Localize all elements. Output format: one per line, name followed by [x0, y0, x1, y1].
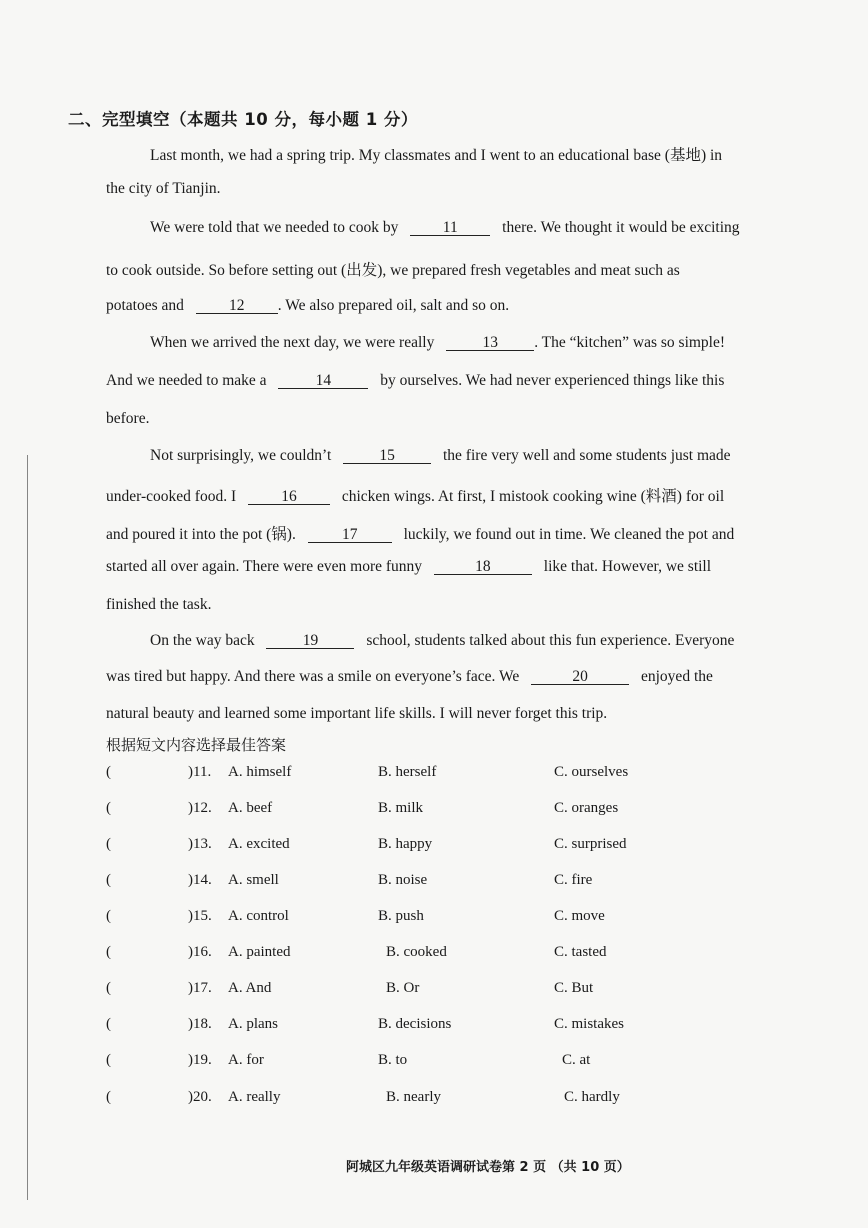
question-number: )18.	[188, 1016, 212, 1032]
option-a: A. really	[228, 1089, 281, 1105]
passage-line	[150, 632, 734, 650]
option-a: A. excited	[228, 836, 290, 852]
text-segment: . We also prepared oil, salt and so on.	[277, 297, 510, 314]
passage-line: the city of Tianjin.	[106, 180, 221, 197]
blank-14: 14	[278, 373, 368, 389]
text-segment: potatoes and	[106, 297, 184, 314]
answer-paren[interactable]: (	[106, 800, 111, 816]
text-segment: When we arrived the next day, we were really	[150, 334, 435, 351]
option-b: B. nearly	[386, 1089, 441, 1105]
option-a: A. painted	[228, 944, 291, 960]
text-segment: there. We thought it would be exciting	[502, 219, 740, 236]
passage-line	[106, 372, 724, 390]
question-number: )16.	[188, 944, 212, 960]
text-segment: chicken wings. At first, I mistook cooking wine (料酒) for oil	[341, 488, 725, 505]
text-segment: the fire very well and some students just made	[443, 447, 731, 464]
passage-line	[150, 219, 740, 237]
text-segment: . The “kitchen” was so simple!	[534, 334, 726, 351]
passage-line: before.	[106, 410, 150, 427]
option-c: C. oranges	[554, 800, 619, 816]
blank-15: 15	[343, 448, 431, 464]
question-number: )14.	[188, 872, 212, 888]
question-row	[106, 944, 706, 966]
option-b: B. herself	[378, 764, 437, 780]
section-title: 二、完型填空（本题共 10 分，每小题 1 分）	[68, 110, 418, 129]
blank-17: 17	[308, 527, 392, 543]
text-segment: by ourselves. We had never experienced things like this	[380, 372, 725, 389]
text-segment: On the way back	[150, 632, 255, 649]
option-a: A. control	[228, 908, 289, 924]
question-row	[106, 800, 706, 822]
passage-line	[106, 558, 711, 576]
passage-line: finished the task.	[106, 596, 212, 613]
text-segment: school, students talked about this fun experience. Everyone	[366, 632, 735, 649]
text-segment: luckily, we found out in time. We cleaned the pot and	[403, 526, 735, 543]
option-b: B. milk	[378, 800, 424, 816]
question-row	[106, 1052, 706, 1074]
option-b: B. cooked	[386, 944, 447, 960]
passage-line	[106, 668, 713, 686]
option-b: B. push	[378, 908, 424, 924]
page-footer: 阿城区九年级英语调研试卷第 2 页 （共 10 页）	[346, 1160, 630, 1175]
question-row	[106, 1016, 706, 1038]
text-segment: was tired but happy. And there was a smile on everyone’s face. We	[106, 668, 520, 685]
answer-paren[interactable]: (	[106, 1016, 111, 1032]
text-segment: We were told that we needed to cook by	[150, 219, 399, 236]
answer-paren[interactable]: (	[106, 944, 111, 960]
option-a: A. smell	[228, 872, 279, 888]
passage-line	[150, 334, 725, 352]
passage-line	[106, 297, 509, 315]
blank-12: 12	[196, 298, 278, 314]
text-segment: and poured it into the pot (锅).	[106, 526, 296, 543]
blank-16: 16	[248, 489, 330, 505]
answer-paren[interactable]: (	[106, 1052, 111, 1068]
answer-paren[interactable]: (	[106, 836, 111, 852]
passage-line	[106, 522, 734, 544]
answer-paren[interactable]: (	[106, 980, 111, 996]
question-number: )19.	[188, 1052, 212, 1068]
passage-line: natural beauty and learned some important life skills. I will never forget this trip.	[106, 705, 608, 722]
option-c: C. mistakes	[554, 1016, 624, 1032]
question-row	[106, 872, 706, 894]
passage-line	[150, 447, 731, 465]
option-c: C. move	[554, 908, 605, 924]
passage-line: to cook outside. So before setting out (出发), we prepared fresh vegetables and meat such as	[106, 262, 680, 279]
passage-line: Last month, we had a spring trip. My classmates and I went to an educational base (基地) in	[150, 147, 723, 164]
option-c: C. ourselves	[554, 764, 629, 780]
question-row	[106, 908, 706, 930]
option-a: A. And	[228, 980, 272, 996]
text-segment: like that. However, we still	[543, 558, 712, 575]
option-b: B. Or	[386, 980, 420, 996]
question-row	[106, 836, 706, 858]
instruction: 根据短文内容选择最佳答案	[106, 736, 287, 754]
question-row	[106, 1089, 706, 1111]
question-number: )15.	[188, 908, 212, 924]
option-c: C. tasted	[554, 944, 607, 960]
passage-line	[106, 484, 724, 506]
scan-edge-line	[27, 455, 28, 1200]
question-row	[106, 980, 706, 1002]
option-b: B. to	[378, 1052, 408, 1068]
blank-11: 11	[410, 220, 490, 236]
text-segment: enjoyed the	[641, 668, 713, 685]
text-segment: Not surprisingly, we couldn’t	[150, 447, 332, 464]
option-c: C. surprised	[554, 836, 627, 852]
option-c: C. at	[562, 1052, 591, 1068]
blank-19: 19	[266, 633, 354, 649]
question-number: )17.	[188, 980, 212, 996]
option-c: C. But	[554, 980, 594, 996]
option-a: A. beef	[228, 800, 273, 816]
question-number: )20.	[188, 1089, 212, 1105]
question-row	[106, 764, 706, 786]
answer-paren[interactable]: (	[106, 872, 111, 888]
text-segment: started all over again. There were even more funny	[106, 558, 423, 575]
option-a: A. himself	[228, 764, 292, 780]
answer-paren[interactable]: (	[106, 1089, 111, 1105]
question-number: )12.	[188, 800, 212, 816]
option-a: A. plans	[228, 1016, 278, 1032]
blank-18: 18	[434, 559, 532, 575]
blank-20: 20	[531, 669, 629, 685]
option-a: A. for	[228, 1052, 264, 1068]
text-segment: under-cooked food. I	[106, 488, 237, 505]
option-b: B. happy	[378, 836, 433, 852]
blank-13: 13	[446, 335, 534, 351]
option-c: C. fire	[554, 872, 593, 888]
answer-paren[interactable]: (	[106, 764, 111, 780]
answer-paren[interactable]: (	[106, 908, 111, 924]
text-segment: And we needed to make a	[106, 372, 267, 389]
option-b: B. decisions	[378, 1016, 452, 1032]
question-number: )11.	[188, 764, 212, 780]
option-b: B. noise	[378, 872, 428, 888]
option-c: C. hardly	[564, 1089, 620, 1105]
question-number: )13.	[188, 836, 212, 852]
